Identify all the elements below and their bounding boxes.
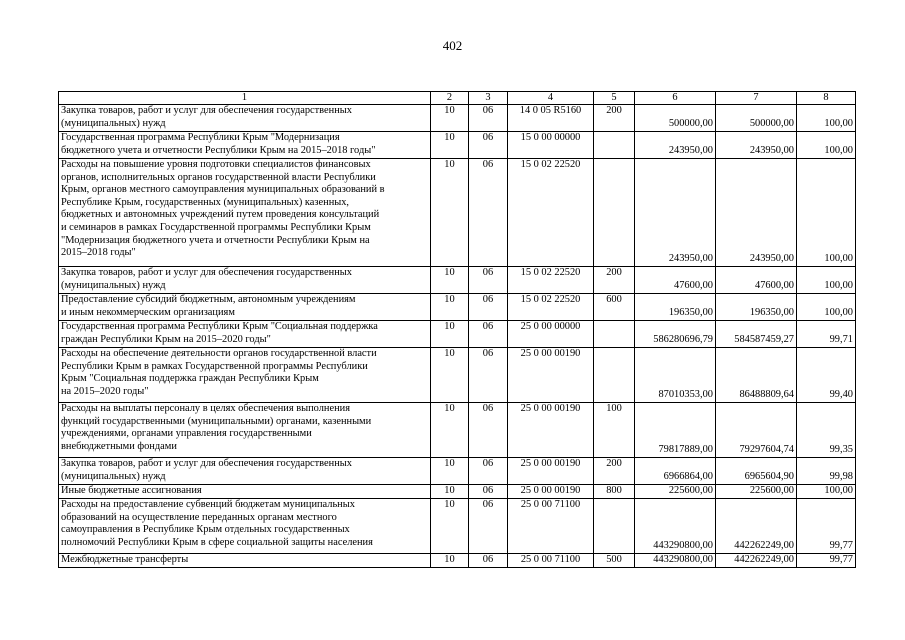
row-description: Государственная программа Республики Крым "Модернизация бюджетного учета и отчетности Республики Крым на 2015–2018 годы": [59, 132, 431, 159]
row-description: Закупка товаров, работ и услуг для обеспечения государственных (муниципальных) нужд: [59, 458, 431, 485]
row-percent-executed: 99,35: [797, 403, 856, 458]
row-section: 10: [431, 485, 469, 499]
row-percent-executed: 100,00: [797, 132, 856, 159]
row-description: Государственная программа Республики Крым "Социальная поддержка граждан Республики Крым на 2015–2020 годы": [59, 321, 431, 348]
row-target-item: 25 0 00 00190: [508, 403, 594, 458]
row-percent-executed: 100,00: [797, 294, 856, 321]
row-executed-amount: 6965604,90: [716, 458, 797, 485]
row-description: Предоставление субсидий бюджетным, автономным учреждениям и иным некоммерческим организациям: [59, 294, 431, 321]
row-percent-executed: 100,00: [797, 485, 856, 499]
row-executed-amount: 243950,00: [716, 132, 797, 159]
row-percent-executed: 99,98: [797, 458, 856, 485]
table-row: [59, 499, 856, 554]
row-target-item: 25 0 00 71100: [508, 499, 594, 554]
table-row: [59, 485, 856, 499]
row-section: 10: [431, 554, 469, 568]
row-section: 10: [431, 499, 469, 554]
row-target-item: 15 0 02 22520: [508, 294, 594, 321]
header-cell: 3: [469, 92, 508, 105]
row-section: 10: [431, 403, 469, 458]
row-executed-amount: 225600,00: [716, 485, 797, 499]
row-executed-amount: 442262249,00: [716, 554, 797, 568]
table-row: [59, 267, 856, 294]
row-section: 10: [431, 458, 469, 485]
row-planned-amount: 79817889,00: [635, 403, 716, 458]
row-planned-amount: 243950,00: [635, 159, 716, 267]
row-subsection: 06: [469, 554, 508, 568]
table-row: [59, 321, 856, 348]
row-executed-amount: 442262249,00: [716, 499, 797, 554]
row-executed-amount: 584587459,27: [716, 321, 797, 348]
row-subsection: 06: [469, 294, 508, 321]
row-expense-type: [594, 321, 635, 348]
row-section: 10: [431, 348, 469, 403]
row-percent-executed: 99,77: [797, 499, 856, 554]
row-subsection: 06: [469, 499, 508, 554]
row-section: 10: [431, 267, 469, 294]
row-target-item: 25 0 00 00190: [508, 485, 594, 499]
row-expense-type: [594, 159, 635, 267]
row-expense-type: [594, 499, 635, 554]
row-executed-amount: 47600,00: [716, 267, 797, 294]
row-percent-executed: 100,00: [797, 159, 856, 267]
row-expense-type: 800: [594, 485, 635, 499]
header-cell: 1: [59, 92, 431, 105]
row-percent-executed: 99,40: [797, 348, 856, 403]
row-section: 10: [431, 321, 469, 348]
header-cell: 5: [594, 92, 635, 105]
row-planned-amount: 6966864,00: [635, 458, 716, 485]
row-planned-amount: 586280696,79: [635, 321, 716, 348]
row-section: 10: [431, 105, 469, 132]
table-row: [59, 458, 856, 485]
table-row: [59, 348, 856, 403]
row-expense-type: 500: [594, 554, 635, 568]
header-cell: 4: [508, 92, 594, 105]
row-subsection: 06: [469, 485, 508, 499]
row-section: 10: [431, 132, 469, 159]
row-percent-executed: 99,71: [797, 321, 856, 348]
page-number: 402: [442, 38, 463, 53]
table-row: [59, 105, 856, 132]
table-header-row: [59, 92, 856, 105]
header-cell: 6: [635, 92, 716, 105]
row-target-item: 15 0 00 00000: [508, 132, 594, 159]
table-body: [59, 105, 856, 568]
row-percent-executed: 99,77: [797, 554, 856, 568]
row-description: Иные бюджетные ассигнования: [59, 485, 431, 499]
row-planned-amount: 500000,00: [635, 105, 716, 132]
row-planned-amount: 443290800,00: [635, 554, 716, 568]
row-expense-type: 600: [594, 294, 635, 321]
row-section: 10: [431, 294, 469, 321]
row-planned-amount: 196350,00: [635, 294, 716, 321]
row-expense-type: 100: [594, 403, 635, 458]
row-subsection: 06: [469, 267, 508, 294]
row-target-item: 25 0 00 00190: [508, 348, 594, 403]
row-executed-amount: 79297604,74: [716, 403, 797, 458]
row-percent-executed: 100,00: [797, 267, 856, 294]
row-subsection: 06: [469, 348, 508, 403]
row-description: Расходы на повышение уровня подготовки специалистов финансовых органов, исполнительных органов государственной власти Республики Крым, органов местного самоуправления муниципальных образований в Республике Крым, государственных (муниципальных) казенных, бюджетных и автономных учреждений путем проведения консультаций и семинаров в рамках Государственной программы Республики Крым "Модернизация бюджетного учета и отчетности Республики Крым на 2015–2018 годы": [59, 159, 431, 267]
row-planned-amount: 243950,00: [635, 132, 716, 159]
header-cell: 2: [431, 92, 469, 105]
row-executed-amount: 86488809,64: [716, 348, 797, 403]
table-row: [59, 132, 856, 159]
row-target-item: 14 0 05 R5160: [508, 105, 594, 132]
row-description: Расходы на выплаты персоналу в целях обеспечения выполнения функций государственными (муниципальными) органами, казенными учреждениями, органами управления государственными внебюджетными фондами: [59, 403, 431, 458]
row-planned-amount: 443290800,00: [635, 499, 716, 554]
row-subsection: 06: [469, 159, 508, 267]
row-target-item: 15 0 02 22520: [508, 267, 594, 294]
row-target-item: 25 0 00 71100: [508, 554, 594, 568]
header-cell: 8: [797, 92, 856, 105]
table-row: [59, 159, 856, 267]
row-description: Закупка товаров, работ и услуг для обеспечения государственных (муниципальных) нужд: [59, 267, 431, 294]
header-cell: 7: [716, 92, 797, 105]
row-percent-executed: 100,00: [797, 105, 856, 132]
row-expense-type: 200: [594, 458, 635, 485]
row-description: Закупка товаров, работ и услуг для обеспечения государственных (муниципальных) нужд: [59, 105, 431, 132]
row-planned-amount: 225600,00: [635, 485, 716, 499]
row-subsection: 06: [469, 458, 508, 485]
row-expense-type: 200: [594, 105, 635, 132]
row-executed-amount: 500000,00: [716, 105, 797, 132]
row-planned-amount: 47600,00: [635, 267, 716, 294]
row-executed-amount: 243950,00: [716, 159, 797, 267]
budget-table: [58, 91, 856, 568]
row-subsection: 06: [469, 132, 508, 159]
row-executed-amount: 196350,00: [716, 294, 797, 321]
table-row: [59, 294, 856, 321]
row-description: Межбюджетные трансферты: [59, 554, 431, 568]
row-description: Расходы на предоставление субвенций бюджетам муниципальных образований на осуществление переданных органам местного самоуправления в Республике Крым отдельных государственных полномочий Республики Крым в сфере социальной защиты населения: [59, 499, 431, 554]
row-target-item: 25 0 00 00190: [508, 458, 594, 485]
row-expense-type: [594, 348, 635, 403]
table-row: [59, 554, 856, 568]
row-target-item: 25 0 00 00000: [508, 321, 594, 348]
row-description: Расходы на обеспечение деятельности органов государственной власти Республики Крым в рамках Государственной программы Республики Крым "Социальная поддержка граждан Республики Крым на 2015–2020 годы": [59, 348, 431, 403]
row-subsection: 06: [469, 403, 508, 458]
row-expense-type: [594, 132, 635, 159]
row-section: 10: [431, 159, 469, 267]
row-subsection: 06: [469, 321, 508, 348]
row-planned-amount: 87010353,00: [635, 348, 716, 403]
row-expense-type: 200: [594, 267, 635, 294]
row-target-item: 15 0 02 22520: [508, 159, 594, 267]
row-subsection: 06: [469, 105, 508, 132]
table-row: [59, 403, 856, 458]
